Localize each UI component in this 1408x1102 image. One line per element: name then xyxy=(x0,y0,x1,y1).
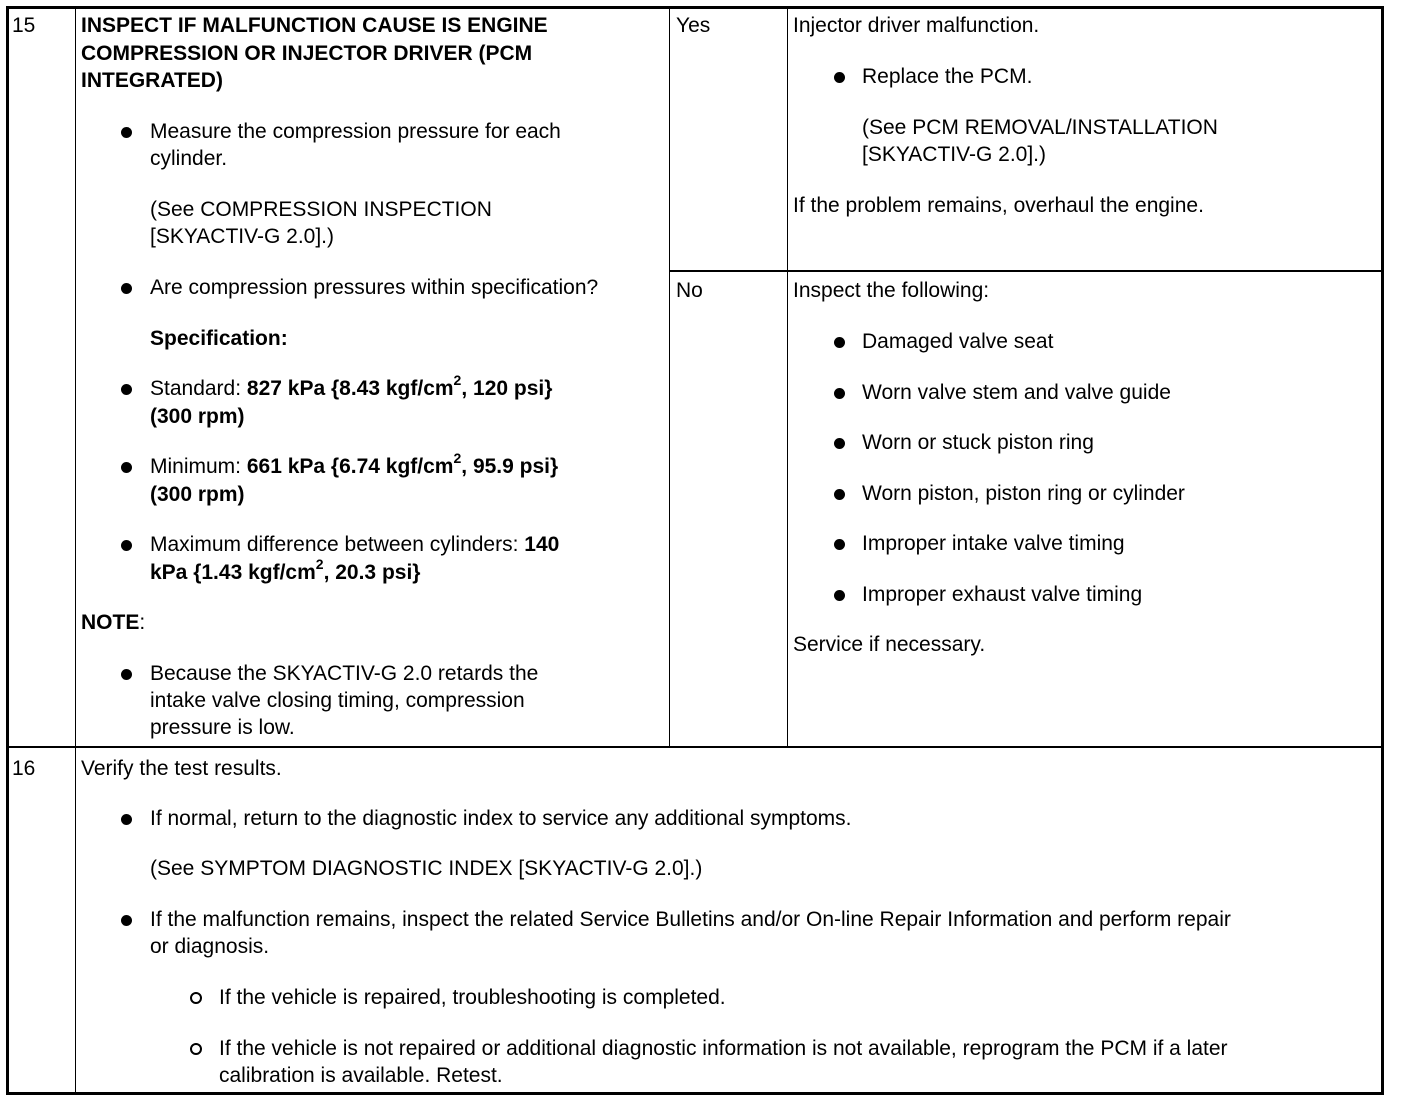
standard-tail: , 120 psi} xyxy=(461,377,553,400)
standard-label: Standard: xyxy=(150,377,247,400)
bullet-icon xyxy=(834,337,845,348)
measure-text-line-2: cylinder. xyxy=(150,147,228,170)
divider-row-15-16 xyxy=(9,746,1381,748)
pcm-reference-line-1: (See PCM REMOVAL/INSTALLATION xyxy=(862,116,1218,139)
step-number-15: 15 xyxy=(12,14,36,37)
no-item: Improper intake valve timing xyxy=(862,532,1125,555)
not-repaired-line-2: calibration is available. Retest. xyxy=(219,1064,503,1087)
sub-bullet-icon xyxy=(190,992,202,1004)
step-heading-line-2: COMPRESSION OR INJECTOR DRIVER (PCM xyxy=(81,42,533,65)
bullet-icon xyxy=(121,283,132,294)
bullet-icon xyxy=(834,489,845,500)
remains-text-line-2: or diagnosis. xyxy=(150,935,270,958)
minimum-label: Minimum: xyxy=(150,455,247,478)
maxdiff-tail: , 20.3 psi} xyxy=(323,561,421,584)
divider-answer-col xyxy=(669,9,670,746)
compression-reference-line-1: (See COMPRESSION INSPECTION xyxy=(150,198,492,221)
spec-question: Are compression pressures within specification? xyxy=(150,276,599,299)
maxdiff-value: 140 xyxy=(524,533,560,556)
minimum-rpm: (300 rpm) xyxy=(150,483,245,506)
note-heading xyxy=(81,609,145,636)
note-text-line-1: Because the SKYACTIV-G 2.0 retards the xyxy=(150,662,539,685)
yes-remains: If the problem remains, overhaul the engine. xyxy=(793,194,1204,217)
standard-rpm: (300 rpm) xyxy=(150,405,245,428)
bullet-icon xyxy=(121,384,132,395)
step-heading-line-1: INSPECT IF MALFUNCTION CAUSE IS ENGINE xyxy=(81,14,548,37)
minimum-spec xyxy=(150,450,559,480)
note-text-line-3: pressure is low. xyxy=(150,716,295,739)
pcm-reference-line-2: [SKYACTIV-G 2.0].) xyxy=(862,143,1046,166)
bullet-icon xyxy=(121,915,132,926)
no-service: Service if necessary. xyxy=(793,633,986,656)
note-text-line-2: intake valve closing timing, compression xyxy=(150,689,525,712)
minimum-sup: 2 xyxy=(453,450,462,466)
bullet-icon xyxy=(834,72,845,83)
answer-yes: Yes xyxy=(676,14,711,37)
standard-spec xyxy=(150,372,553,402)
remains-text-line-1: If the malfunction remains, inspect the related Service Bulletins and/or On-line Repair Information and perform repair xyxy=(150,908,1231,931)
bullet-icon xyxy=(121,127,132,138)
bullet-icon xyxy=(121,814,132,825)
bullet-icon xyxy=(121,540,132,551)
no-title: Inspect the following: xyxy=(793,279,990,302)
bullet-icon xyxy=(834,590,845,601)
maxdiff-spec-line-2 xyxy=(150,556,421,586)
compression-reference-line-2: [SKYACTIV-G 2.0].) xyxy=(150,225,334,248)
divider-action-col xyxy=(787,9,788,746)
verify-text: Verify the test results. xyxy=(81,757,282,780)
minimum-tail: , 95.9 psi} xyxy=(461,455,559,478)
divider-yes-no xyxy=(669,270,1381,272)
yes-bullet: Replace the PCM. xyxy=(862,65,1033,88)
standard-sup: 2 xyxy=(453,372,462,388)
note-colon: : xyxy=(139,611,146,634)
maxdiff-sup: 2 xyxy=(315,556,324,572)
bullet-icon xyxy=(121,462,132,473)
sub-bullet-icon xyxy=(190,1043,202,1055)
repaired-text: If the vehicle is repaired, troubleshooting is completed. xyxy=(219,986,726,1009)
note-label: NOTE xyxy=(81,611,140,634)
no-item: Worn or stuck piston ring xyxy=(862,431,1094,454)
maxdiff-spec xyxy=(150,531,559,558)
index-reference: (See SYMPTOM DIAGNOSTIC INDEX [SKYACTIV-G 2.0].) xyxy=(150,857,703,880)
not-repaired-line-1: If the vehicle is not repaired or additional diagnostic information is not available, reprogram the PCM if a later xyxy=(219,1037,1228,1060)
yes-title: Injector driver malfunction. xyxy=(793,14,1040,37)
maxdiff-label: Maximum difference between cylinders: xyxy=(150,533,525,556)
bullet-icon xyxy=(834,388,845,399)
measure-text-line-1: Measure the compression pressure for each xyxy=(150,120,561,143)
bullet-icon xyxy=(834,539,845,550)
no-item: Worn valve stem and valve guide xyxy=(862,381,1171,404)
minimum-value: 661 kPa {6.74 kgf/cm xyxy=(246,455,454,478)
divider-step-col xyxy=(75,9,76,1092)
no-item: Worn piston, piston ring or cylinder xyxy=(862,482,1185,505)
maxdiff-value-2: kPa {1.43 kgf/cm xyxy=(150,561,316,584)
no-item: Improper exhaust valve timing xyxy=(862,583,1143,606)
spec-label: Specification: xyxy=(150,327,288,350)
step-heading-line-3: INTEGRATED) xyxy=(81,69,223,92)
bullet-icon xyxy=(121,669,132,680)
answer-no: No xyxy=(676,279,703,302)
no-item: Damaged valve seat xyxy=(862,330,1054,353)
bullet-icon xyxy=(834,438,845,449)
normal-text: If normal, return to the diagnostic index to service any additional symptoms. xyxy=(150,807,852,830)
standard-value: 827 kPa {8.43 kgf/cm xyxy=(246,377,454,400)
step-number-16: 16 xyxy=(12,757,36,780)
